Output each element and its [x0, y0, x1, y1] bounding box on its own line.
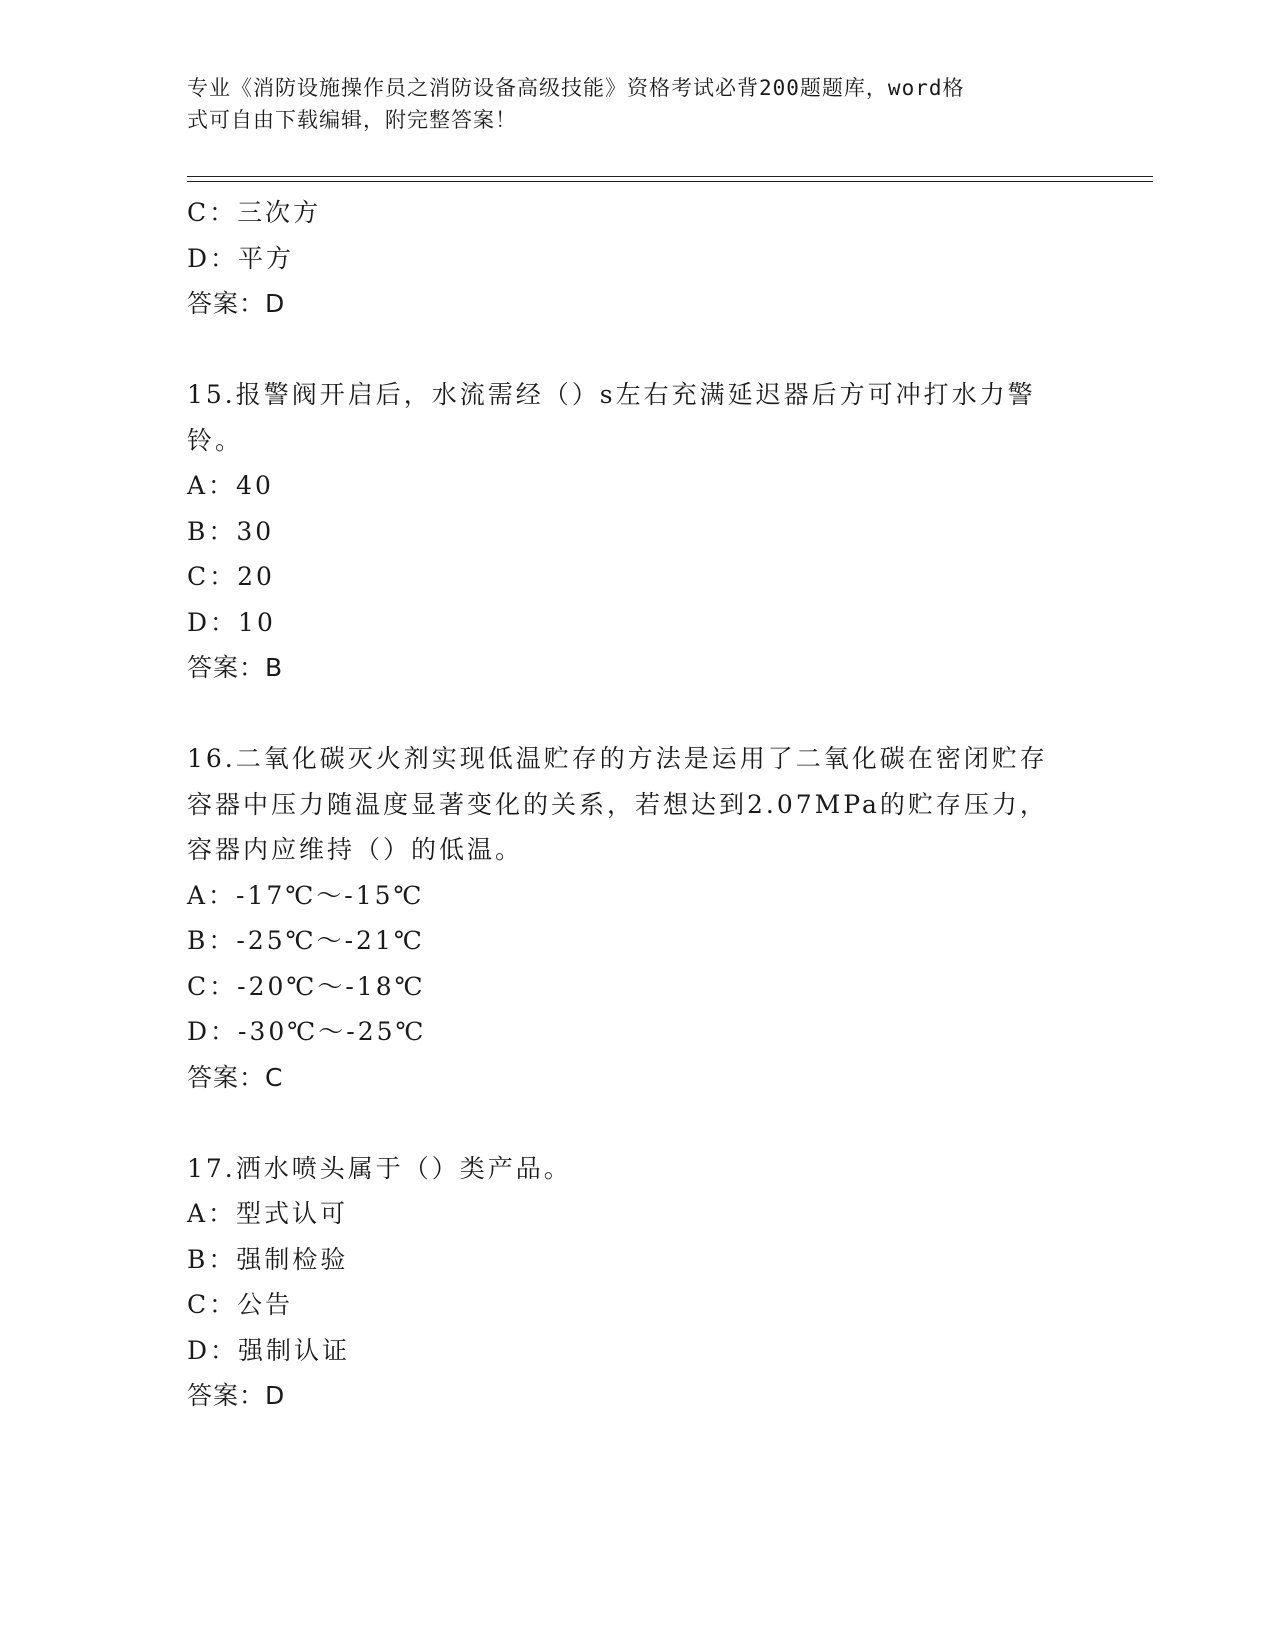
option-d: D：-30℃～-25℃ [187, 1017, 427, 1046]
question-stem: 17.洒水喷头属于（）类产品。 [187, 1153, 572, 1183]
option-d: D：强制认证 [187, 1335, 351, 1365]
option-d: D：平方 [187, 243, 295, 273]
option-c: C：公告 [187, 1290, 294, 1319]
answer: 答案：C [187, 1062, 284, 1092]
answer: 答案：B [187, 653, 284, 682]
spacer [187, 1100, 1087, 1146]
option-d: D：10 [187, 607, 276, 637]
question-list [187, 190, 1087, 1419]
option-a: A：-17℃～-15℃ [187, 880, 425, 910]
option-a: A：40 [187, 471, 274, 500]
question-stem: 15.报警阀开启后，水流需经（）s左右充满延迟器后方可冲打水力警 [187, 380, 1036, 409]
answer: 答案：D [187, 1381, 286, 1410]
option-b: B：-25℃～-21℃ [187, 926, 425, 955]
document-header [187, 72, 1067, 136]
spacer [187, 691, 1087, 737]
question-stem: 容器内应维持（）的低温。 [187, 835, 524, 864]
question-17 [187, 1146, 1087, 1419]
header-rule-bottom [187, 181, 1153, 182]
spacer [187, 327, 1087, 373]
option-b: B：强制检验 [187, 1244, 349, 1274]
question-stem: 容器中压力随温度显著变化的关系，若想达到2.07MPa的贮存压力， [187, 789, 1048, 819]
option-c: C：三次方 [187, 198, 322, 227]
question-16 [187, 736, 1087, 1100]
option-b: B：30 [187, 516, 275, 546]
question-stem: 铃。 [187, 425, 244, 455]
question-prev [187, 190, 1087, 327]
option-c: C：-20℃～-18℃ [187, 971, 426, 1001]
option-a: A：型式认可 [187, 1199, 349, 1228]
header-line-2: 式可自由下载编辑，附完整答案！ [187, 108, 517, 132]
answer: 答案：D [187, 289, 286, 318]
header-rule-top [187, 176, 1153, 177]
header-line-1: 专业《消防设施操作员之消防设备高级技能》资格考试必背200题题库，word格 [187, 76, 965, 100]
question-15 [187, 372, 1087, 691]
question-stem: 16.二氧化碳灭火剂实现低温贮存的方法是运用了二氧化碳在密闭贮存 [187, 744, 1048, 773]
option-c: C：20 [187, 562, 275, 591]
